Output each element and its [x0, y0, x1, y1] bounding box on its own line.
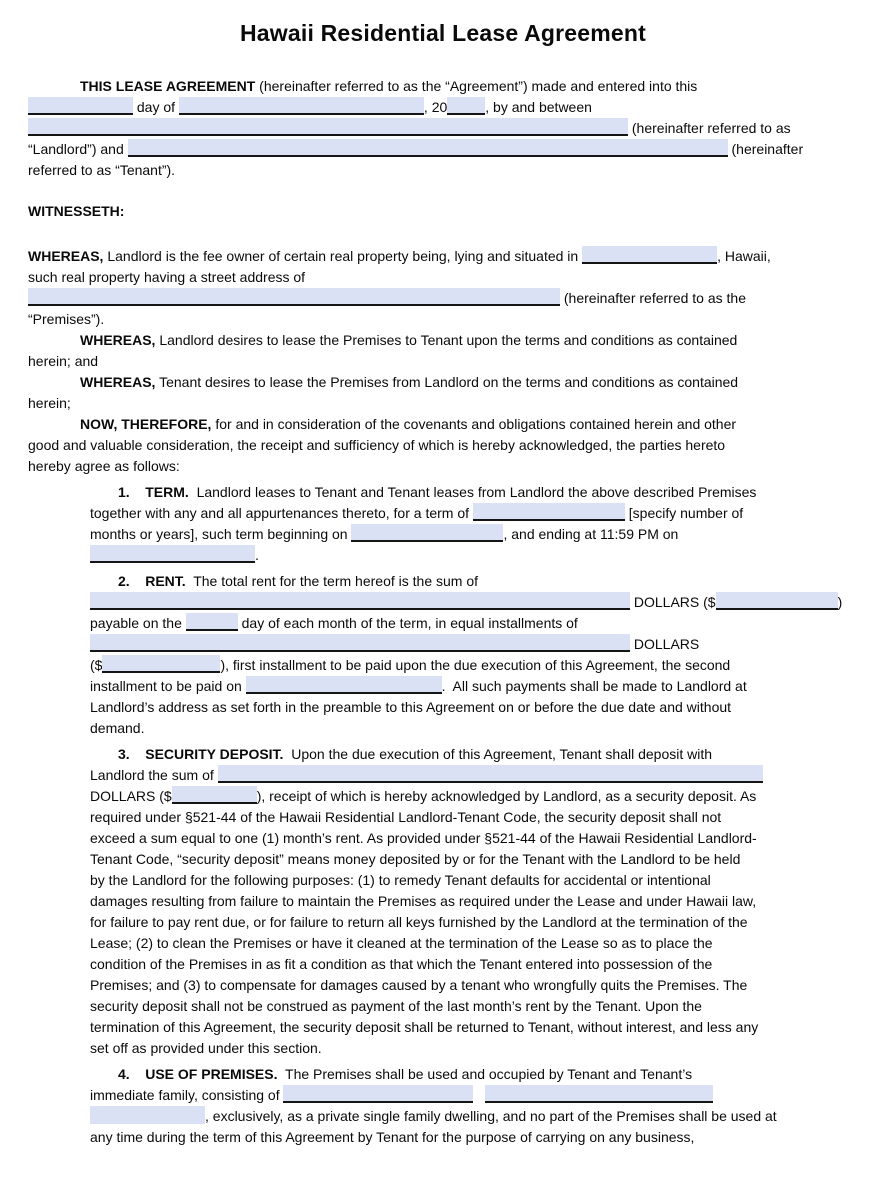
text-run: ), first installment to be paid upon the due execution of this Agreement, the second	[220, 657, 731, 673]
text-run: installment to be paid on	[90, 678, 246, 694]
text-run: herein;	[28, 395, 71, 411]
text-run: DOLLARS	[630, 636, 700, 652]
doc-line	[28, 634, 858, 655]
doc-line	[28, 524, 858, 545]
document-title: Hawaii Residential Lease Agreement	[239, 20, 647, 46]
doc-line	[28, 1038, 858, 1059]
document-body	[28, 76, 858, 1148]
text-run: termination of this Agreement, the security deposit shall be returned to Tenant, without interest, and less any	[90, 1019, 759, 1035]
doc-line	[28, 592, 858, 613]
text-run: WHEREAS,	[80, 374, 156, 390]
blank-field-security-deposit-words[interactable]	[218, 765, 763, 783]
doc-line	[28, 807, 858, 828]
text-run: for and in consideration of the covenants and obligations contained herein and other	[211, 416, 737, 432]
text-run: 4. USE OF PREMISES.	[118, 1066, 278, 1082]
text-run: Landlord the sum of	[90, 767, 218, 783]
text-run: 1. TERM.	[118, 484, 189, 500]
text-run: The total rent for the term hereof is the sum of	[185, 573, 479, 589]
blank-field-installment-amount[interactable]	[102, 655, 220, 673]
text-run: Lease; (2) to clean the Premises or have it cleaned at the termination of the Lease so as to place the	[90, 935, 713, 951]
text-run: (hereinafter referred to as the	[560, 290, 746, 306]
text-run: DOLLARS ($	[90, 788, 172, 804]
text-run: The Premises shall be used and occupied by Tenant and Tenant’s	[277, 1066, 693, 1082]
doc-line	[28, 571, 858, 592]
doc-line	[28, 139, 858, 160]
text-run: by the Landlord for the following purposes: (1) to remedy Tenant defaults for accidental or intentional	[90, 872, 711, 888]
doc-line	[28, 655, 858, 676]
doc-line	[28, 503, 858, 524]
text-run: )	[837, 594, 843, 610]
text-run: Landlord desires to lease the Premises to Tenant upon the terms and conditions as contained	[155, 332, 738, 348]
text-run: , and ending at 11:59 PM on	[503, 526, 679, 542]
text-run: such real property having a street address of	[28, 269, 306, 285]
blank-field-year[interactable]	[447, 97, 485, 115]
text-run: DOLLARS ($	[630, 594, 716, 610]
blank-field-tenant-name[interactable]	[128, 139, 728, 157]
doc-line	[28, 744, 858, 765]
blank-field-family-member-2[interactable]	[485, 1085, 713, 1103]
text-run: 2. RENT.	[118, 573, 186, 589]
text-run: any time during the term of this Agreement by Tenant for the purpose of carrying on any business,	[90, 1129, 695, 1145]
blank-field-family-count[interactable]	[90, 1106, 205, 1124]
text-run: referred to as “Tenant”).	[28, 162, 176, 178]
blank-field-security-deposit-amount[interactable]	[172, 786, 257, 804]
text-run: “Landlord”) and	[28, 141, 128, 157]
text-run: (hereinafter referred to as the “Agreement”) made and entered into this	[255, 78, 698, 94]
text-run: ), receipt of which is hereby acknowledged by Landlord, as a security deposit. As	[256, 788, 757, 804]
text-run: Landlord’s address as set forth in the preamble to this Agreement on or before the due date and without	[90, 699, 732, 715]
blank-field-second-installment-date[interactable]	[246, 676, 442, 694]
text-run: immediate family, consisting of	[90, 1087, 284, 1103]
text-run: required under §521-44 of the Hawaii Residential Landlord-Tenant Code, the security deposit shall not	[90, 809, 722, 825]
doc-line	[28, 1017, 858, 1038]
text-run: [specify number of	[624, 505, 744, 521]
doc-line	[28, 933, 858, 954]
text-run: WITNESSETH:	[28, 203, 125, 219]
blank-field-day[interactable]	[28, 97, 133, 115]
doc-line	[28, 870, 858, 891]
doc-line	[28, 288, 858, 309]
text-run: THIS LEASE AGREEMENT	[80, 78, 256, 94]
doc-line	[28, 676, 858, 697]
text-run: .	[255, 547, 259, 563]
doc-line	[28, 954, 858, 975]
text-run: payable on the	[90, 615, 186, 631]
doc-line	[28, 456, 858, 477]
text-run: good and valuable consideration, the receipt and sufficiency of which is hereby acknowledged, the parties hereto	[28, 437, 726, 453]
blank-field-landlord-name[interactable]	[28, 118, 628, 136]
blank-field-total-rent-amount[interactable]	[716, 592, 838, 610]
doc-line	[28, 765, 858, 786]
doc-line	[28, 1106, 858, 1127]
doc-line	[28, 267, 858, 288]
doc-line	[28, 414, 858, 435]
text-run: ($	[90, 657, 103, 673]
blank-field-family-member-1[interactable]	[283, 1085, 473, 1103]
doc-line	[28, 996, 858, 1017]
blank-field-month[interactable]	[179, 97, 424, 115]
text-run: demand.	[90, 720, 145, 736]
doc-line	[28, 1085, 858, 1106]
text-run: months or years], such term beginning on	[90, 526, 352, 542]
doc-line	[28, 718, 858, 739]
doc-line	[28, 912, 858, 933]
doc-line	[28, 891, 858, 912]
doc-line	[28, 435, 858, 456]
doc-line	[28, 246, 858, 267]
text-run: day of	[133, 99, 179, 115]
text-run: security deposit shall not be construed as payment of the last month’s rent by the Tenant. Upon the	[90, 998, 702, 1014]
doc-line	[28, 76, 858, 97]
text-run: , 20	[423, 99, 448, 115]
text-run: hereby agree as follows:	[28, 458, 180, 474]
text-run: day of each month of the term, in equal installments of	[237, 615, 578, 631]
text-run	[473, 1087, 485, 1103]
doc-line	[28, 786, 858, 807]
doc-line	[28, 393, 858, 414]
text-run: WHEREAS,	[80, 332, 156, 348]
doc-line	[28, 160, 858, 181]
text-run: NOW, THEREFORE,	[80, 416, 212, 432]
blank-field-term-start-date[interactable]	[351, 524, 503, 542]
text-run: exceed a sum equal to one (1) month’s rent. As provided under §521-44 of the Hawaii Residential Landlord-	[90, 830, 757, 846]
blank-field-total-rent-words[interactable]	[90, 592, 630, 610]
doc-line	[28, 309, 858, 330]
text-run: together with any and all appurtenances thereto, for a term of	[90, 505, 473, 521]
blank-field-city-town[interactable]	[582, 246, 717, 264]
text-run: herein; and	[28, 353, 99, 369]
text-run: , exclusively, as a private single family dwelling, and no part of the Premises shall be used at	[205, 1108, 777, 1124]
doc-line	[28, 849, 858, 870]
text-run: Landlord leases to Tenant and Tenant leases from Landlord the above described Premises	[188, 484, 757, 500]
doc-line	[28, 1127, 858, 1148]
blank-field-term-end-date[interactable]	[90, 545, 255, 563]
text-run: . All such payments shall be made to Landlord at	[441, 678, 747, 694]
doc-line	[28, 372, 858, 393]
doc-line	[28, 201, 858, 222]
text-run: Premises; and (3) to compensate for damages caused by a tenant who wrongfully quits the Premises. The	[90, 977, 748, 993]
doc-line	[28, 613, 858, 634]
doc-line	[28, 545, 858, 566]
text-run: 3. SECURITY DEPOSIT.	[118, 746, 284, 762]
doc-line	[28, 351, 858, 372]
text-run: condition of the Premises in as fit a condition as that which the Tenant entered into possession of the	[90, 956, 713, 972]
blank-field-rent-due-day[interactable]	[186, 613, 238, 631]
text-run: , Hawaii,	[717, 248, 771, 264]
text-run: set off as provided under this section.	[90, 1040, 322, 1056]
doc-line	[28, 697, 858, 718]
text-run: “Premises”).	[28, 311, 105, 327]
blank-field-term-length[interactable]	[473, 503, 625, 521]
text-run: Landlord is the fee owner of certain real property being, lying and situated in	[103, 248, 583, 264]
text-run: WHEREAS,	[28, 248, 104, 264]
text-run: damages resulting from failure to maintain the Premises as required under the Lease and under Hawaii law,	[90, 893, 757, 909]
doc-line	[28, 330, 858, 351]
doc-line	[28, 975, 858, 996]
blank-field-street-address[interactable]	[28, 288, 560, 306]
blank-field-installment-words[interactable]	[90, 634, 630, 652]
text-run: Upon the due execution of this Agreement, Tenant shall deposit with	[283, 746, 713, 762]
text-run: Tenant Code, “security deposit” means money deposited by or for the Tenant with the Landlord to be held	[90, 851, 741, 867]
text-run: , by and between	[485, 99, 592, 115]
text-run: (hereinafter referred to as	[628, 120, 791, 136]
doc-line	[28, 828, 858, 849]
doc-line	[28, 482, 858, 503]
doc-line	[28, 97, 858, 118]
text-run: for failure to pay rent due, or for failure to return all keys furnished by the Landlord at the termination of the	[90, 914, 748, 930]
text-run: Tenant desires to lease the Premises from Landlord on the terms and conditions as contained	[155, 374, 739, 390]
text-run: (hereinafter	[727, 141, 804, 157]
doc-line	[28, 118, 858, 139]
doc-line	[28, 1064, 858, 1085]
